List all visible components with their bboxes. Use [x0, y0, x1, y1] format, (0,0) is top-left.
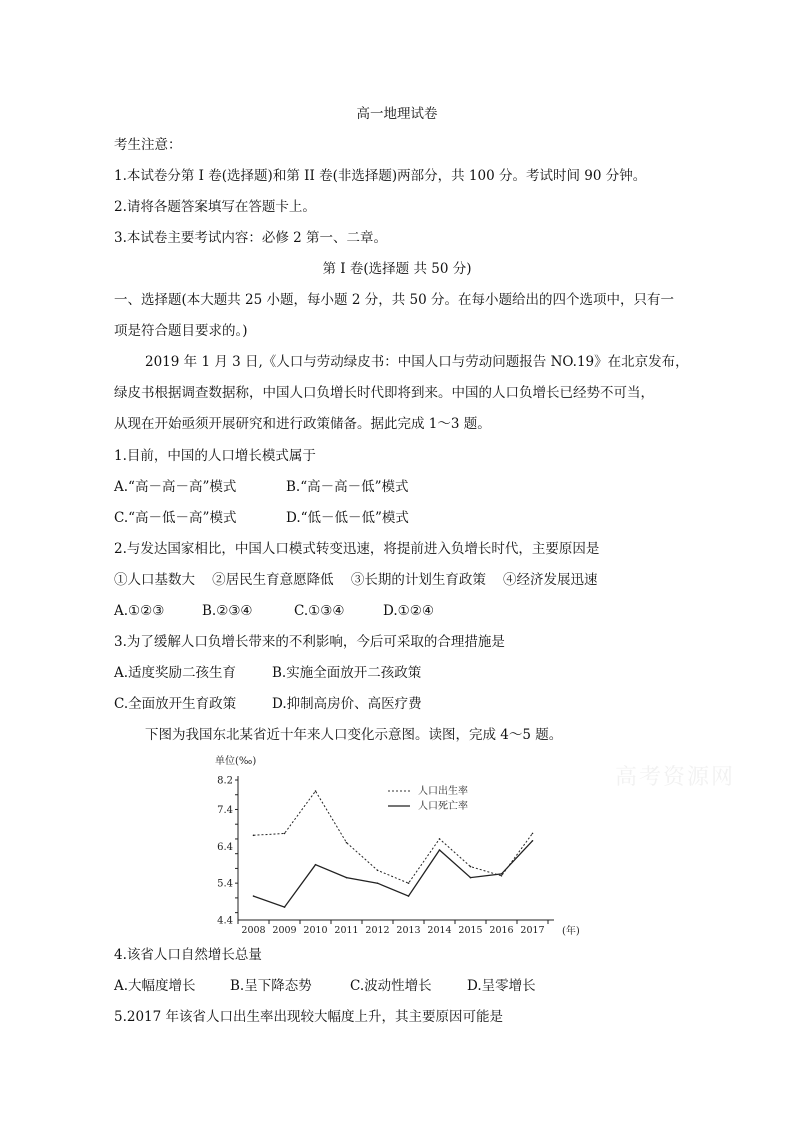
- death-rate-point: [346, 877, 348, 879]
- death-rate-point: [439, 849, 441, 851]
- y-tick-label: 7.4: [217, 804, 233, 816]
- x-tick-label: 2008: [241, 925, 266, 936]
- birth-rate-point: [315, 790, 317, 792]
- legend-birth-rate-label: 人口出生率: [418, 786, 468, 797]
- part-intro-line-1: 一、选择题(本大题共 25 小题，每小题 2 分，共 50 分。在每小题给出的四个选项中，只有一: [114, 292, 674, 308]
- question-4-option-c[interactable]: C.波动性增长: [350, 978, 432, 994]
- section-title: 第 I 卷(选择题 共 50 分): [322, 261, 472, 277]
- notice-1: 1.本试卷分第 I 卷(选择题)和第 II 卷(非选择题)两部分，共 100 分。考试时间 90 分钟。: [114, 168, 647, 184]
- y-tick-label: 4.4: [217, 915, 233, 927]
- notice-3: 3.本试卷主要考试内容：必修 2 第一、二章。: [114, 230, 388, 246]
- question-2-option-b[interactable]: B.②③④: [202, 603, 253, 619]
- question-4-option-a[interactable]: A.大幅度增长: [114, 978, 196, 994]
- question-2-option-d[interactable]: D.①②④: [383, 603, 434, 619]
- birth-rate-point: [501, 875, 503, 877]
- question-5-stem: 5.2017 年该省人口出生率出现较大幅度上升，其主要原因可能是: [114, 1009, 504, 1025]
- question-1-option-c[interactable]: C.“高－低－高”模式: [114, 510, 237, 526]
- death-rate-point: [253, 895, 255, 897]
- x-tick-label: 2017: [520, 925, 545, 936]
- y-tick-label: 8.2: [217, 775, 233, 787]
- paper-title: 高一地理试卷: [356, 106, 438, 122]
- passage-2: 下图为我国东北某省近十年来人口变化示意图。读图，完成 4～5 题。: [145, 727, 563, 743]
- birth-rate-point: [346, 842, 348, 844]
- birth-rate-point: [253, 834, 255, 836]
- question-1-stem: 1.目前，中国的人口增长模式属于: [114, 448, 316, 464]
- birth-rate-point: [408, 882, 410, 884]
- death-rate-point: [408, 895, 410, 897]
- question-1-option-d[interactable]: D.“低－低－低”模式: [286, 510, 409, 526]
- death-rate-point: [377, 882, 379, 884]
- x-tick-label: 2012: [365, 925, 390, 936]
- question-3-option-c[interactable]: C.全面放开生育政策: [114, 696, 237, 712]
- x-tick-label: 2016: [489, 925, 514, 936]
- death-rate-point: [501, 873, 503, 875]
- legend: [388, 784, 468, 812]
- x-tick-label: 2014: [427, 925, 452, 936]
- passage-1-line-3: 从现在开始亟须开展研究和进行政策储备。据此完成 1～3 题。: [114, 416, 491, 432]
- birth-rate-point: [532, 833, 534, 835]
- birth-rate-point: [439, 838, 441, 840]
- chart-marks: [217, 776, 554, 937]
- x-tick-label: 2010: [303, 925, 328, 936]
- notice-2: 2.请将各题答案填写在答题卡上。: [114, 199, 316, 215]
- question-3-stem: 3.为了缓解人口负增长带来的不利影响，今后可采取的合理措施是: [114, 634, 505, 650]
- death-rate-point: [470, 877, 472, 879]
- question-3-option-b[interactable]: B.实施全面放开二孩政策: [272, 665, 422, 681]
- death-rate-point: [532, 840, 534, 842]
- question-1-option-a[interactable]: A.“高－高－高”模式: [114, 479, 237, 495]
- y-tick-label: 6.4: [217, 841, 233, 853]
- x-tick-label: 2009: [272, 925, 297, 936]
- birth-rate-point: [377, 869, 379, 871]
- part-intro-line-2: 项是符合题目要求的。): [114, 323, 248, 339]
- question-2-stem: 2.与发达国家相比，中国人口模式转变迅速，将提前进入负增长时代，主要原因是: [114, 541, 600, 557]
- x-tick-label: 2013: [396, 925, 421, 936]
- y-axis-label: 单位(‰): [215, 756, 257, 767]
- question-4-option-d[interactable]: D.呈零增长: [467, 978, 536, 994]
- legend-death-rate-label: 人口死亡率: [418, 801, 468, 812]
- question-4-option-b[interactable]: B.呈下降态势: [230, 978, 312, 994]
- population-chart-svg: [205, 752, 595, 942]
- population-chart: [205, 752, 595, 946]
- death-rate-point: [284, 906, 286, 908]
- question-2-items: ①人口基数大 ②居民生育意愿降低 ③长期的计划生育政策 ④经济发展迅速: [114, 572, 598, 588]
- passage-1-line-1: 2019 年 1 月 3 日,《人口与劳动绿皮书：中国人口与劳动问题报告 NO.19》在北京发布，: [145, 354, 689, 370]
- birth-rate-point: [470, 866, 472, 868]
- watermark: 高考资源网: [615, 765, 736, 790]
- question-1-option-b[interactable]: B.“高－高－低”模式: [286, 479, 409, 495]
- y-tick-label: 5.4: [217, 878, 233, 890]
- question-2-option-c[interactable]: C.①③④: [294, 603, 345, 619]
- question-3-option-d[interactable]: D.抑制高房价、高医疗费: [272, 696, 422, 712]
- x-axis-unit: (年): [562, 926, 580, 937]
- x-tick-label: 2015: [458, 925, 483, 936]
- notice-heading: 考生注意：: [114, 137, 182, 153]
- passage-1-line-2: 绿皮书根据调查数据称，中国人口负增长时代即将到来。中国的人口负增长已经势不可当，: [114, 385, 654, 401]
- series-death-rate-line: [254, 841, 533, 907]
- question-3-option-a[interactable]: A.适度奖励二孩生育: [114, 665, 237, 681]
- question-2-option-a[interactable]: A.①②③: [114, 603, 165, 619]
- birth-rate-point: [284, 833, 286, 835]
- series-birth-rate-line: [254, 791, 533, 883]
- death-rate-point: [315, 864, 317, 866]
- x-tick-label: 2011: [334, 925, 359, 936]
- question-4-stem: 4.该省人口自然增长总量: [114, 947, 262, 963]
